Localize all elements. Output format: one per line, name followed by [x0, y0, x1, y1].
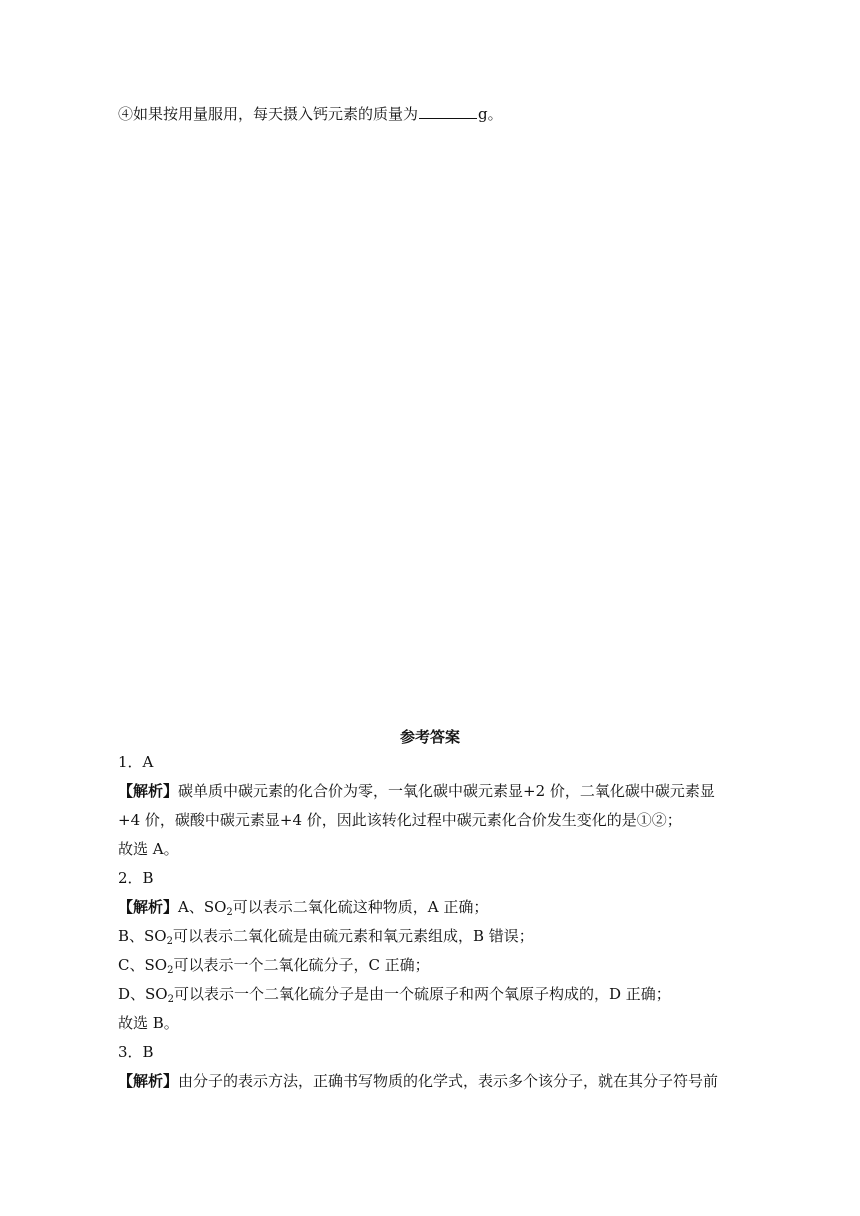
subscript: 2 [167, 965, 174, 976]
formula-text: D、SO [118, 985, 168, 1003]
answers-title: 参考答案 [399, 728, 460, 746]
answer-2-conclusion: 故选 B。 [118, 1014, 179, 1032]
analysis-text: 可以表示二氧化硫这种物质，A 正确； [232, 898, 489, 916]
analysis-text: 可以表示一个二氧化硫分子是由一个硫原子和两个氧原子构成的，D 正确； [173, 985, 671, 1003]
analysis-tag: 【解析】 [118, 782, 179, 800]
answer-2-analysis-line [118, 893, 738, 922]
analysis-text: 可以表示二氧化硫是由硫元素和氧元素组成，B 错误； [172, 927, 534, 945]
question-4-text: ④如果按用量服用，每天摄入钙元素的质量为 [118, 105, 419, 123]
subscript: 2 [226, 907, 233, 918]
question-4 [118, 103, 503, 125]
formula-text: C、SO [118, 956, 168, 974]
analysis-tag: 【解析】 [118, 898, 179, 916]
question-4-unit: g。 [478, 105, 503, 123]
answer-1-number: 1．A [118, 753, 154, 771]
formula-text: B、SO [118, 927, 167, 945]
answer-3-analysis-line [118, 1067, 738, 1096]
answer-2-analysis-line [118, 980, 738, 1009]
analysis-text: 可以表示一个二氧化硫分子，C 正确； [173, 956, 430, 974]
answer-blank[interactable] [419, 104, 477, 119]
answer-1-analysis-line [118, 777, 738, 806]
analysis-text: 由分子的表示方法，正确书写物质的化学式，表示多个该分子，就在其分子符号前 [178, 1072, 719, 1090]
answer-1-conclusion: 故选 A。 [118, 840, 179, 858]
answer-list [118, 748, 738, 1096]
analysis-text: 碳单质中碳元素的化合价为零，一氧化碳中碳元素显+2 价，二氧化碳中碳元素显 [178, 782, 715, 800]
answer-2-analysis-line [118, 922, 738, 951]
analysis-tag: 【解析】 [118, 1072, 179, 1090]
answer-2-number: 2．B [118, 869, 154, 887]
answer-3-number: 3．B [118, 1043, 154, 1061]
answer-1-analysis-line: +4 价，碳酸中碳元素显+4 价，因此该转化过程中碳元素化合价发生变化的是①②； [118, 811, 682, 829]
formula-text: A、SO [178, 898, 227, 916]
subscript: 2 [167, 994, 174, 1005]
subscript: 2 [166, 936, 173, 947]
answer-2-analysis-line [118, 951, 738, 980]
